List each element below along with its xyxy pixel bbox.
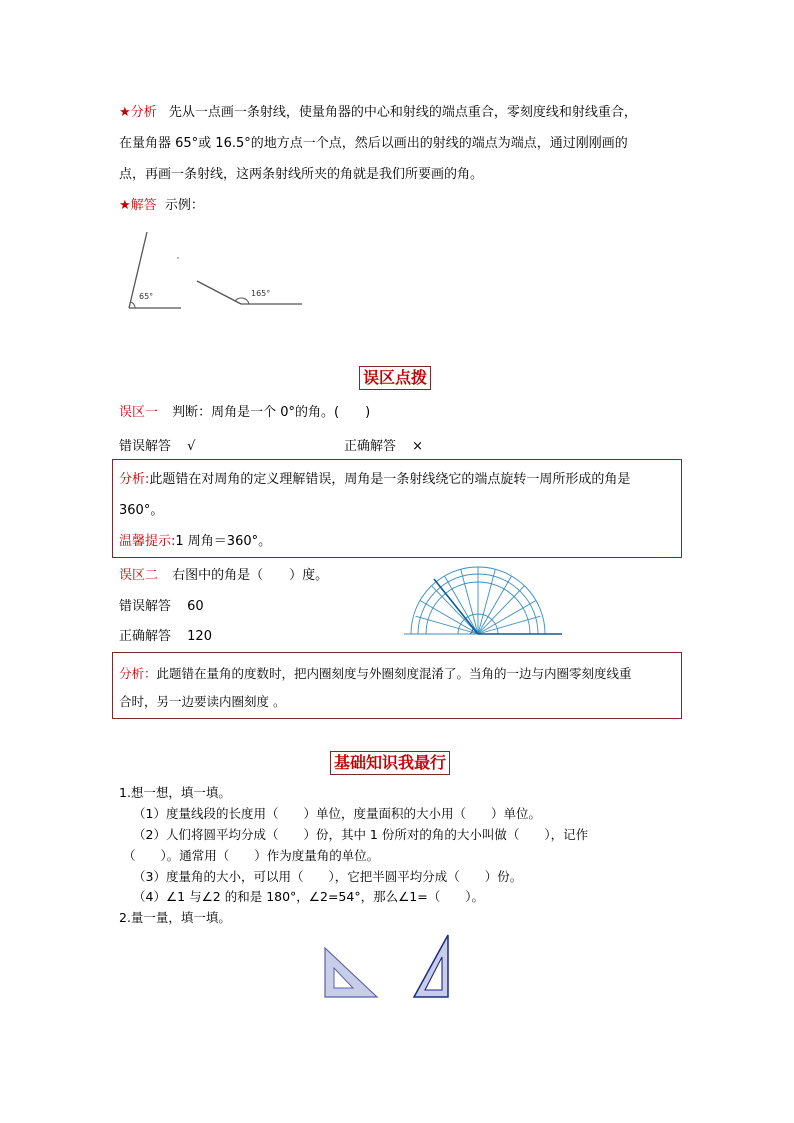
set-square-30-60: [414, 935, 448, 997]
mistake1-wrong: [119, 431, 195, 462]
star-icon: ★: [119, 198, 131, 213]
tip-label: 温馨提示:: [119, 534, 176, 549]
angle-label-165: 165°: [251, 289, 271, 298]
set-square-45: [325, 948, 377, 997]
mistake2-analysis-line2: 合时，另一边要读内圈刻度 。: [119, 694, 286, 709]
mistake1-analysis-box: [112, 459, 682, 558]
q1-item1: （1）度量线段的长度用（ ）单位，度量面积的大小用（ ）单位。: [133, 806, 541, 821]
wrong-answer-value: √: [187, 439, 196, 454]
mistake1-analysis-line1: [119, 464, 630, 495]
q2-title: 2.量一量，填一填。: [119, 910, 231, 925]
wrong-answer-label: 错误解答: [119, 599, 172, 614]
right-answer-value: ×: [412, 439, 424, 454]
analysis-line-3: 点，再画一条射线，这两条射线所夹的角就是我们所要画的角。: [119, 167, 484, 182]
angle-label-65: 65°: [139, 292, 154, 301]
mistake2-question: 右图中的角是（ ）度。: [172, 568, 329, 583]
mistake1-question-line: [119, 397, 370, 428]
mistake1-analysis-line2: 360°。: [119, 503, 164, 518]
right-answer-value: 120: [187, 629, 212, 644]
analysis-text: 此题错在量角的度数时，把内圈刻度与外圈刻度混淆了。当角的一边与内圈零刻度线重: [156, 666, 632, 681]
analysis-label: 分析:: [119, 472, 150, 487]
answer-line: [119, 190, 204, 221]
mistake2-question-line: [119, 560, 328, 591]
mistake1-label: 误区一: [119, 405, 159, 420]
analysis-line-2: 在量角器 65°或 16.5°的地方点一个点，然后以画出的射线的端点为端点，通过刚刚画的: [119, 136, 628, 151]
right-answer-label: 正确解答: [119, 629, 172, 644]
answer-label: 解答: [130, 198, 157, 213]
answer-text: 示例：: [164, 198, 204, 213]
q1-item2b: （ ）。通常用（ ）作为度量角的单位。: [123, 848, 380, 863]
mistake1-question: 判断：周角是一个 0°的角。( ): [172, 405, 371, 420]
right-answer-label: 正确解答: [344, 439, 397, 454]
star-icon: ★: [119, 105, 131, 120]
analysis-label: 分析：: [119, 666, 157, 681]
q1-item2a: （2）人们将圆平均分成（ ）份，其中 1 份所对的角的大小叫做（ ），记作: [133, 827, 589, 842]
analysis-text: 此题错在对周角的定义理解错误，周角是一条射线绕它的端点旋转一周所形成的角是: [149, 472, 631, 487]
mistake2-label: 误区二: [119, 568, 159, 583]
section-title-mistakes: 误区点拨: [359, 366, 431, 390]
set-squares-figure: [322, 930, 462, 1002]
wrong-answer-label: 错误解答: [119, 439, 172, 454]
wrong-answer-value: 60: [187, 599, 204, 614]
analysis-label: 分析: [130, 105, 157, 120]
q1-item3: （3）度量角的大小，可以用（ ），它把半圆平均分成（ ）份。: [133, 869, 523, 884]
angle-examples-figure: [125, 228, 310, 312]
mistake1-tip: [119, 526, 271, 557]
section-title-basics: 基础知识我最行: [330, 751, 450, 775]
tip-text: 1 周角＝360°。: [175, 534, 272, 549]
analysis-line-1: [119, 97, 637, 128]
q1-title: 1.想一想，填一填。: [119, 785, 231, 800]
mistake2-right: [119, 621, 212, 652]
protractor-figure: [402, 566, 562, 640]
mistake2-analysis-box: [112, 652, 682, 719]
mistake2-wrong: [119, 591, 204, 622]
mistake2-analysis-line1: [119, 658, 632, 689]
mistake1-right: [344, 431, 423, 462]
q1-item4: （4）∠1 与∠2 的和是 180°，∠2=54°，那么∠1=（ ）。: [133, 889, 484, 904]
analysis-text-1: 先从一点画一条射线，使量角器的中心和射线的端点重合，零刻度线和射线重合，: [168, 105, 637, 120]
